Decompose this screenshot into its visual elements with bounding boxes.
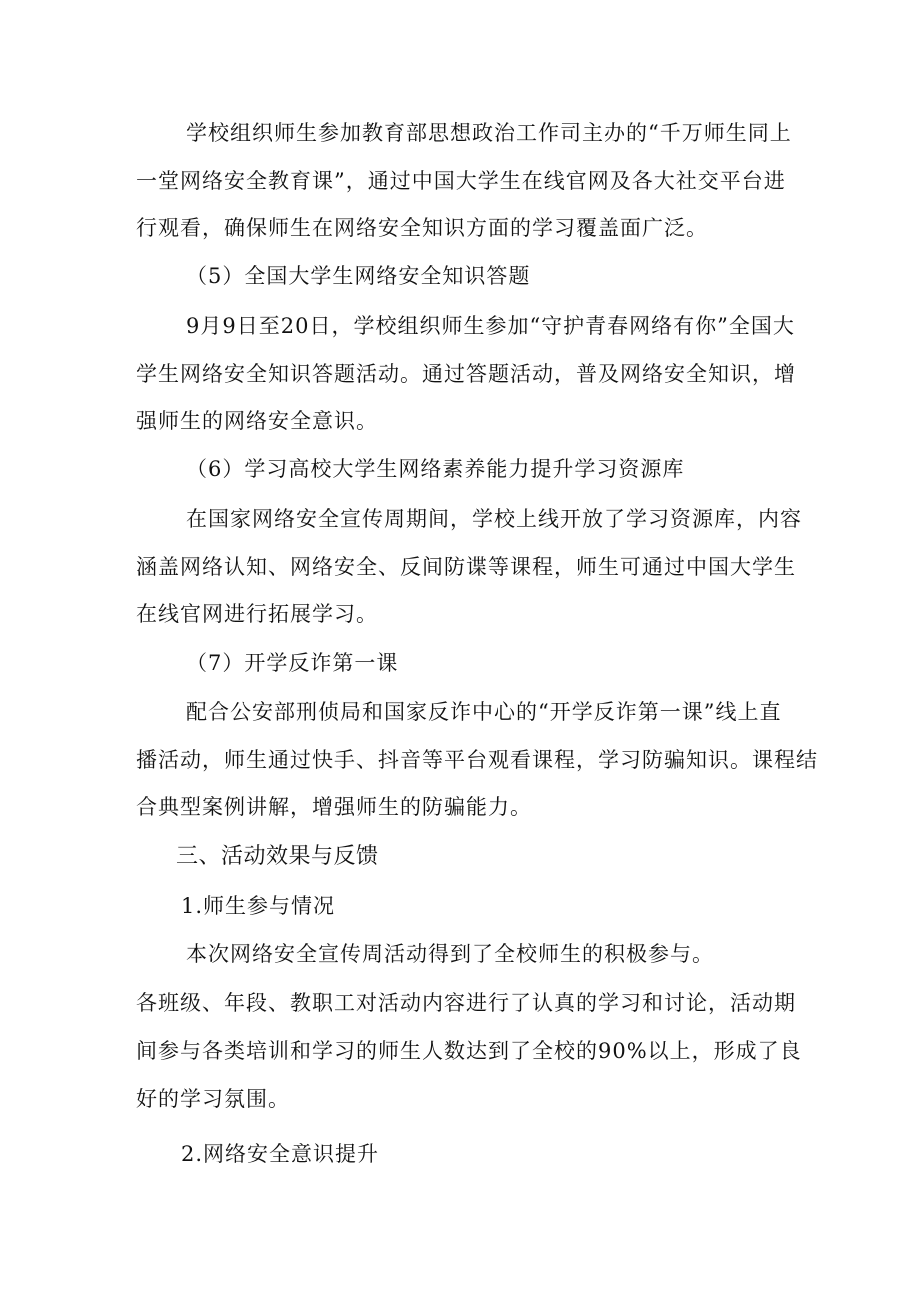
paragraph-line: 强师生的网络安全意识。 <box>136 409 378 433</box>
paragraph-line: 行观看，确保师生在网络安全知识方面的学习覆盖面广泛。 <box>136 216 708 240</box>
item-title: （7）开学反诈第一课 <box>186 651 399 675</box>
section-heading: 三、活动效果与反馈 <box>176 844 379 869</box>
subsection-title: 1.师生参与情况 <box>181 894 336 918</box>
paragraph-line: 学校组织师生参加教育部思想政治工作司主办的“千万师生同上 <box>186 121 792 145</box>
paragraph-line: 本次网络安全宣传周活动得到了全校师生的积极参与。 <box>186 942 714 966</box>
item-title: （5）全国大学生网络安全知识答题 <box>186 264 531 288</box>
paragraph-line: 合典型案例讲解，增强师生的防骗能力。 <box>136 795 532 819</box>
paragraph-line: 在国家网络安全宣传周期间，学校上线开放了学习资源库，内容 <box>186 507 802 531</box>
paragraph-line: 播活动，师生通过快手、抖音等平台观看课程，学习防骗知识。课程结 <box>136 748 818 772</box>
paragraph-line: 涵盖网络认知、网络安全、反间防谍等课程，师生可通过中国大学生 <box>136 555 796 579</box>
paragraph-line: 好的学习氛围。 <box>136 1087 290 1111</box>
paragraph-line: 各班级、年段、教职工对活动内容进行了认真的学习和讨论，活动期 <box>136 991 796 1015</box>
subsection-title: 2.网络安全意识提升 <box>181 1142 380 1166</box>
paragraph-line: 9月9日至20日，学校组织师生参加“守护青春网络有你”全国大 <box>186 314 795 338</box>
paragraph-line: 配合公安部刑侦局和国家反诈中心的“开学反诈第一课”线上直 <box>186 700 782 724</box>
paragraph-line: 在线官网进行拓展学习。 <box>136 602 378 626</box>
paragraph-line: 间参与各类培训和学习的师生人数达到了全校的90%以上，形成了良 <box>136 1039 802 1063</box>
item-title: （6）学习高校大学生网络素养能力提升学习资源库 <box>186 457 685 481</box>
paragraph-line: 学生网络安全知识答题活动。通过答题活动，普及网络安全知识，增 <box>136 362 796 386</box>
paragraph-line: 一堂网络安全教育课”，通过中国大学生在线官网及各大社交平台进 <box>136 169 786 193</box>
